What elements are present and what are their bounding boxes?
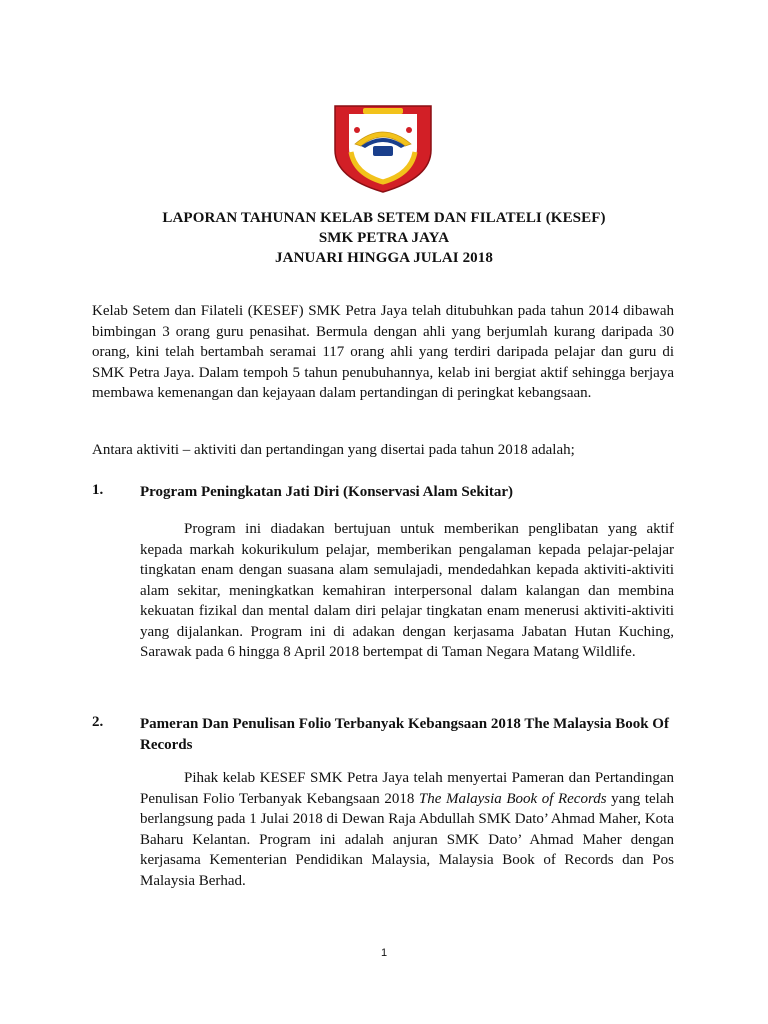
report-period: JANUARI HINGGA JULAI 2018 bbox=[275, 250, 493, 266]
report-title: LAPORAN TAHUNAN KELAB SETEM DAN FILATELI (KESEF) bbox=[162, 210, 606, 226]
intro-paragraph: Kelab Setem dan Filateli (KESEF) SMK Petra Jaya telah ditubuhkan pada tahun 2014 dibawah bimbingan 3 orang guru penasihat. Bermula dengan ahli yang berjumlah kurang daripada 30 orang, kini telah bertambah seramai 117 orang ahli yang terdiri daripada pelajar dan guru di SMK Petra Jaya. Dalam tempoh 5 tahun penubuhannya, kelab ini bergiat aktif sehingga berjaya membawa kemenangan dan kejayaan dalam pertandingan di peringkat kebangsaan. bbox=[92, 303, 674, 401]
activities-lead-text: Antara aktiviti – aktiviti dan pertandingan yang disertai pada tahun 2018 adalah; bbox=[92, 442, 575, 458]
school-name: SMK PETRA JAYA bbox=[318, 230, 450, 246]
school-crest-logo bbox=[327, 100, 439, 194]
item-1-number: 1. bbox=[92, 482, 104, 498]
item-2-body-italic: The Malaysia Book of Records bbox=[418, 790, 607, 807]
item-1-heading: Program Peningkatan Jati Diri (Konservasi Alam Sekitar) bbox=[140, 484, 514, 500]
item-2-number: 2. bbox=[92, 714, 104, 730]
item-2-heading: Pameran Dan Penulisan Folio Terbanyak Kebangsaan 2018 The Malaysia Book Of Records bbox=[140, 716, 669, 753]
item-2-body-text-1: Pihak kelab KESEF SMK Petra Jaya telah menyertai Pameran dan Pertandingan Penulisan Folio Terbanyak Kebangsaan 2018 bbox=[140, 770, 674, 807]
item-1-body: Program ini diadakan bertujuan untuk memberikan penglibatan yang aktif kepada markah kokurikulum pelajar, memberikan pengalaman kepada pelajar-pelajar tingkatan enam dengan suasana alam semulajadi, mendedahkan kepada aktiviti-aktiviti alam sekitar, meningkatkan kemahiran interpersonal dalam kalangan dan membina kekuatan fizikal dan mental dalam diri pelajar tingkatan enam menerusi aktiviti-aktiviti yang dijalankan. Program ini di adakan dengan kerjasama Jabatan Hutan Kuching, Sarawak pada 6 hingga 8 April 2018 bertempat di Taman Negara Matang Wildlife. bbox=[140, 521, 674, 660]
item-2-body-text-2: yang telah berlangsung pada 1 Julai 2018 di Dewan Raja Abdullah SMK Dato’ Ahmad Maher, Kota Baharu Kelantan. Program ini adalah anjuran SMK Dato’ Ahmad Maher dengan kerjasama Kementerian Pendidikan Malaysia, Malaysia Book of Records dan Pos Malaysia Berhad. bbox=[140, 790, 675, 889]
page-number: 1 bbox=[380, 947, 388, 959]
crest-icon bbox=[327, 100, 439, 194]
item-2-body bbox=[140, 768, 674, 891]
